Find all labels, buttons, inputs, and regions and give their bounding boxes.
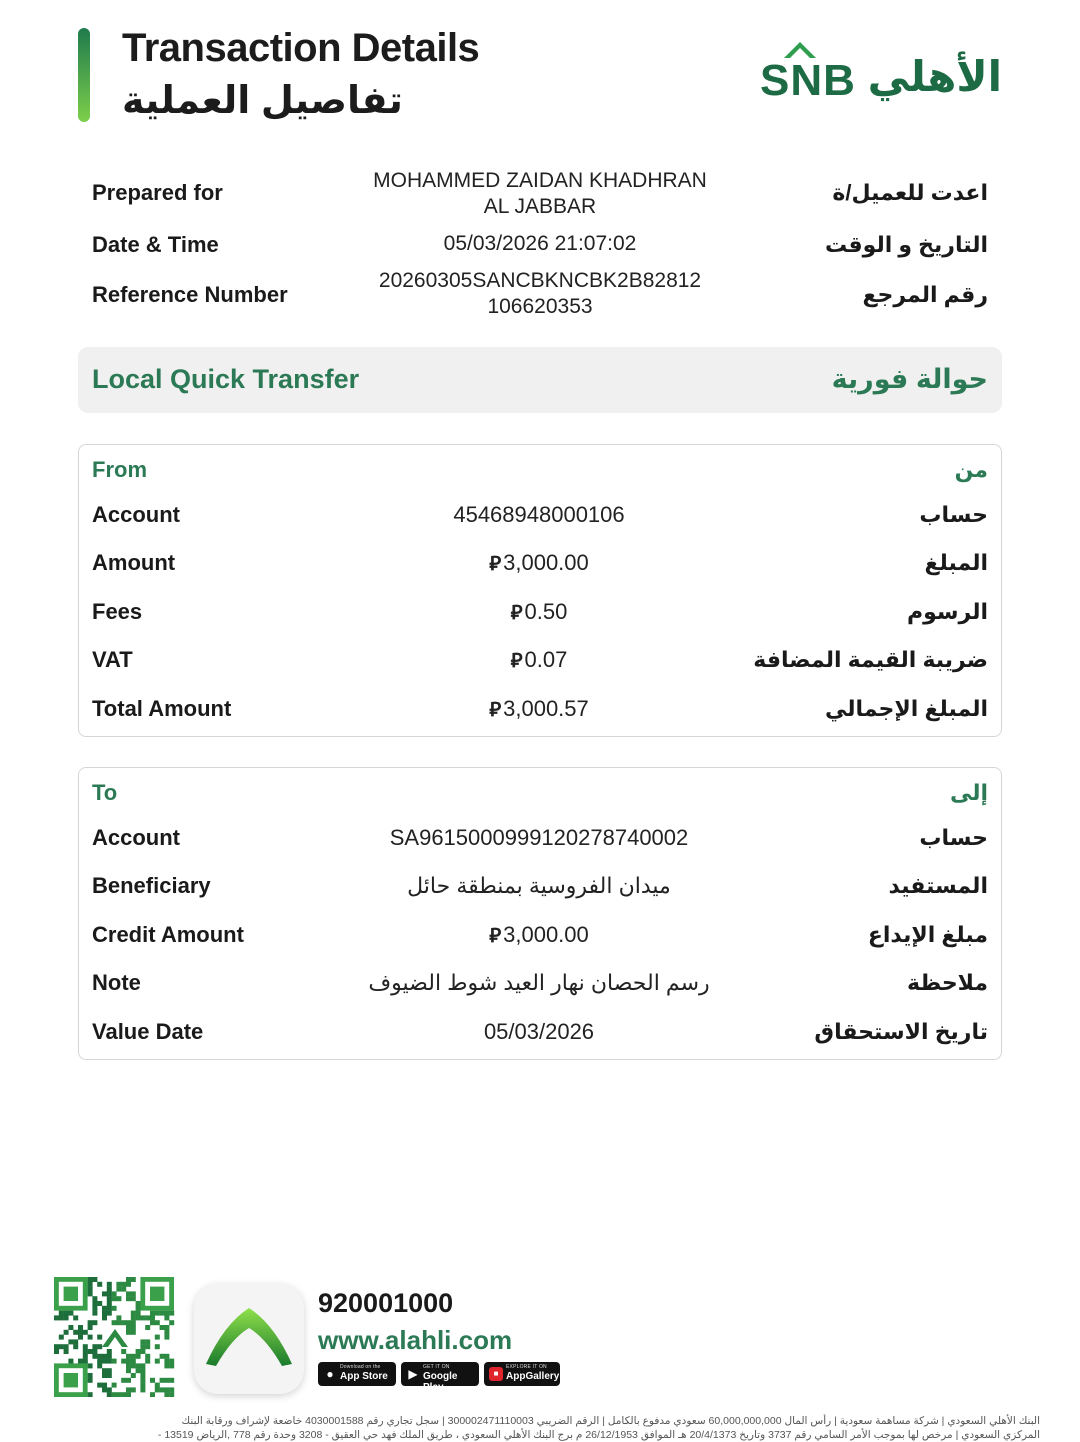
prepared-for-label-arabic: اعدت للعميل/ة — [832, 180, 988, 205]
appgallery-icon: ■ — [489, 1367, 503, 1381]
page-title: Transaction Details — [122, 26, 480, 70]
app-store-badge[interactable] — [318, 1362, 396, 1386]
riyal-symbol-icon: ⃁ — [510, 602, 523, 624]
riyal-symbol-icon: ⃁ — [489, 553, 502, 575]
beneficiary-row — [92, 873, 988, 903]
qr-code-image — [54, 1277, 176, 1397]
google-play-icon: ▶ — [408, 1367, 418, 1381]
from-account-label: Account — [92, 502, 180, 527]
fees-row — [92, 599, 988, 629]
website-link[interactable]: www.alahli.com — [318, 1325, 513, 1355]
to-section — [78, 767, 1002, 1060]
from-account-label-arabic: حساب — [919, 502, 988, 527]
from-account-row — [92, 502, 988, 532]
credit-amount-number: 3,000.00 — [503, 922, 589, 947]
to-heading-arabic: إلى — [949, 780, 988, 805]
prepared-for-label: Prepared for — [92, 180, 223, 205]
reference-line1: 20260305SANCBKNCBK2B82812 — [378, 269, 702, 292]
amount-value — [349, 550, 729, 577]
amount-row — [92, 550, 988, 580]
value-date-label: Value Date — [92, 1019, 204, 1044]
appgallery-badge[interactable] — [484, 1362, 560, 1386]
beneficiary-label: Beneficiary — [92, 873, 211, 898]
vat-label: VAT — [92, 647, 133, 672]
note-label-arabic: ملاحظة — [907, 970, 988, 995]
credit-amount-label: Credit Amount — [92, 922, 244, 947]
value-date-value: 05/03/2026 — [483, 1019, 595, 1044]
vat-number: 0.07 — [524, 647, 568, 672]
transfer-type-label-arabic: حوالة فورية — [831, 364, 988, 394]
prepared-for-line1: MOHAMMED ZAIDAN KHADHRAN — [373, 169, 707, 192]
logo-arabic-text: الأهلي — [867, 53, 1002, 100]
riyal-symbol-icon: ⃁ — [489, 925, 502, 947]
legal-line-1: البنك الأهلي السعودي | شركة مساهمة سعودية | رأس المال 60,000,000,000 سعودي مدفوع بالكامل | الرقم الضريبي 300002471110003 | سجل تجاري رقم 4030001588 خاضعة لإشراف ورقابة البنك — [181, 1415, 1040, 1427]
amount-number: 3,000.00 — [503, 550, 589, 575]
snb-logo — [760, 38, 1002, 104]
date-time-row — [92, 230, 988, 270]
from-heading-arabic: من — [954, 457, 988, 482]
riyal-symbol-icon: ⃁ — [510, 650, 523, 672]
app-store-name: App Store — [340, 1371, 388, 1382]
google-play-small-text: GET IT ON — [423, 1364, 450, 1370]
note-row — [92, 970, 988, 1000]
legal-disclaimer — [40, 1414, 1040, 1442]
beneficiary-label-arabic: المستفيد — [888, 873, 988, 898]
total-amount-label: Total Amount — [92, 696, 232, 721]
legal-line-2: المركزي السعودي | مرخص لها بموجب الأمر السامي رقم 3737 وتاريخ 20/4/1373 هـ الموافق 26/12/1953 م برج البنك الأهلي السعودي ، طريق الملك فهد حي العقيق - 3208 وحدة رقم 778 ,الرياض 13519 - — [157, 1429, 1040, 1441]
store-badges — [318, 1362, 560, 1393]
reference-line2: 106620353 — [487, 295, 593, 318]
app-icon[interactable] — [194, 1284, 304, 1394]
prepared-for-line2: AL JABBAR — [483, 195, 597, 218]
apple-icon: ● — [326, 1367, 334, 1381]
phone-number[interactable]: 920001000 — [318, 1288, 454, 1318]
date-time-value: 05/03/2026 21:07:02 — [443, 232, 637, 255]
vat-value — [349, 647, 729, 674]
qr-code[interactable] — [54, 1277, 176, 1397]
transfer-type-banner — [78, 347, 1002, 413]
note-label: Note — [92, 970, 141, 995]
credit-amount-row — [92, 922, 988, 952]
date-time-label: Date & Time — [92, 232, 219, 257]
vat-row — [92, 647, 988, 677]
reference-row — [92, 268, 988, 318]
to-account-value: SA9615000999120278740002 — [389, 825, 689, 850]
page-title-arabic: تفاصيل العملية — [122, 80, 403, 122]
note-value: رسم الحصان نهار العيد شوط الضيوف — [368, 970, 710, 995]
reference-label: Reference Number — [92, 282, 288, 307]
from-section — [78, 444, 1002, 737]
amount-label: Amount — [92, 550, 176, 575]
google-play-badge[interactable] — [401, 1362, 479, 1393]
total-amount-value — [349, 696, 729, 723]
appgallery-small-text: EXPLORE IT ON — [506, 1364, 547, 1370]
google-play-name: Google Play — [423, 1371, 458, 1393]
fees-label: Fees — [92, 599, 143, 624]
date-time-label-arabic: التاريخ و الوقت — [824, 232, 988, 257]
snb-app-logo-icon — [194, 1284, 304, 1394]
reference-value — [362, 268, 718, 320]
to-account-row — [92, 825, 988, 855]
riyal-symbol-icon: ⃁ — [489, 699, 502, 721]
transfer-type-label: Local Quick Transfer — [92, 364, 360, 394]
prepared-for-row — [92, 168, 988, 218]
amount-label-arabic: المبلغ — [924, 550, 988, 575]
value-date-label-arabic: تاريخ الاستحقاق — [814, 1019, 988, 1044]
reference-label-arabic: رقم المرجع — [862, 282, 988, 307]
prepared-for-value — [362, 168, 718, 220]
credit-amount-label-arabic: مبلغ الإيداع — [867, 922, 988, 947]
app-store-small-text: Download on the — [340, 1364, 381, 1370]
fees-number: 0.50 — [524, 599, 568, 624]
to-account-label-arabic: حساب — [919, 825, 988, 850]
fees-label-arabic: الرسوم — [906, 599, 988, 624]
credit-amount-value — [349, 922, 729, 949]
to-account-label: Account — [92, 825, 180, 850]
from-heading: From — [92, 457, 147, 482]
total-amount-number: 3,000.57 — [503, 696, 589, 721]
value-date-row — [92, 1019, 988, 1049]
appgallery-name: AppGallery — [506, 1371, 560, 1382]
vat-label-arabic: ضريبة القيمة المضافة — [753, 647, 988, 672]
fees-value — [349, 599, 729, 626]
to-heading: To — [92, 780, 118, 805]
beneficiary-value: ميدان الفروسية بمنطقة حائل — [407, 873, 671, 898]
total-amount-row — [92, 696, 988, 726]
total-amount-label-arabic: المبلغ الإجمالي — [825, 696, 988, 721]
logo-latin-text: SNB — [760, 56, 856, 105]
from-account-value: 45468948000106 — [453, 502, 625, 527]
title-accent-bar — [78, 28, 90, 122]
